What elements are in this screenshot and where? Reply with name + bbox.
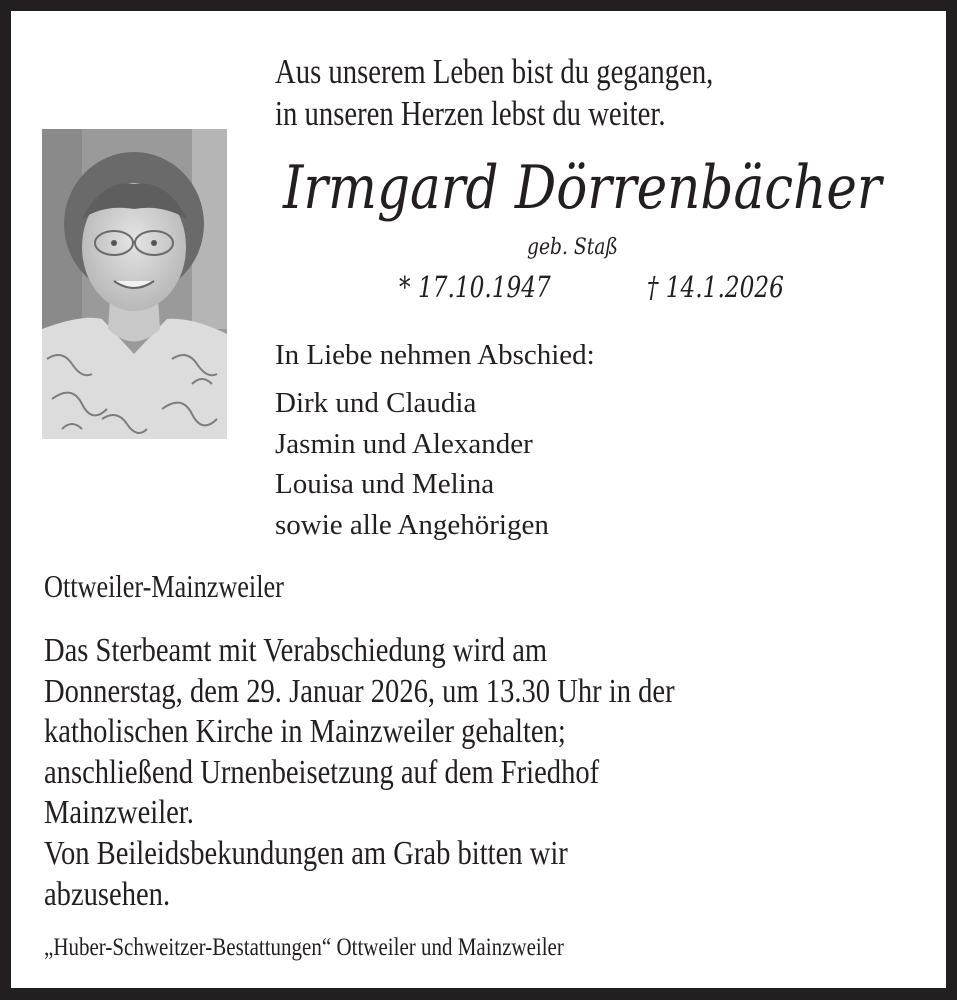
maiden-name: geb. Staß: [527, 235, 618, 260]
undertaker-credit: „Huber-Schweitzer-Bestattungen“ Ottweiler und Mainzweiler: [44, 934, 564, 961]
deceased-name: Irmgard Dörrenbächer: [283, 153, 882, 223]
portrait-icon: [42, 129, 227, 439]
service-line: Mainzweiler.: [44, 794, 194, 832]
mourner-line: Louisa und Melina: [275, 468, 495, 500]
service-line: Donnerstag, dem 29. Januar 2026, um 13.30 Uhr in der: [44, 672, 675, 710]
farewell-heading: In Liebe nehmen Abschied:: [275, 339, 595, 371]
service-line: Von Beileidsbekundungen am Grab bitten wir: [44, 834, 568, 872]
service-line: anschließend Urnenbeisetzung auf dem Friedhof: [44, 753, 600, 791]
motto: [275, 51, 713, 135]
mourner-line: sowie alle Angehörigen: [275, 508, 549, 541]
service-line: Das Sterbeamt mit Verabschiedung wird am: [44, 632, 548, 669]
mourner-line: Dirk und Claudia: [275, 387, 477, 419]
motto-line: Aus unserem Leben bist du gegangen,: [275, 52, 714, 91]
place-of-residence: Ottweiler-Mainzweiler: [44, 568, 284, 604]
mourners-list: [275, 383, 549, 545]
life-dates: [399, 269, 784, 305]
service-details: [44, 631, 675, 915]
motto-line: in unseren Herzen lebst du weiter.: [275, 94, 666, 133]
portrait-photo: [42, 129, 227, 439]
mourner-line: Jasmin und Alexander: [275, 427, 533, 460]
death-date: † 14.1.2026: [646, 270, 784, 304]
service-line: abzusehen.: [44, 875, 171, 913]
birth-date: * 17.10.1947: [399, 270, 551, 304]
obituary-notice: [11, 11, 946, 988]
service-line: katholischen Kirche in Mainzweiler gehalten;: [44, 713, 566, 751]
